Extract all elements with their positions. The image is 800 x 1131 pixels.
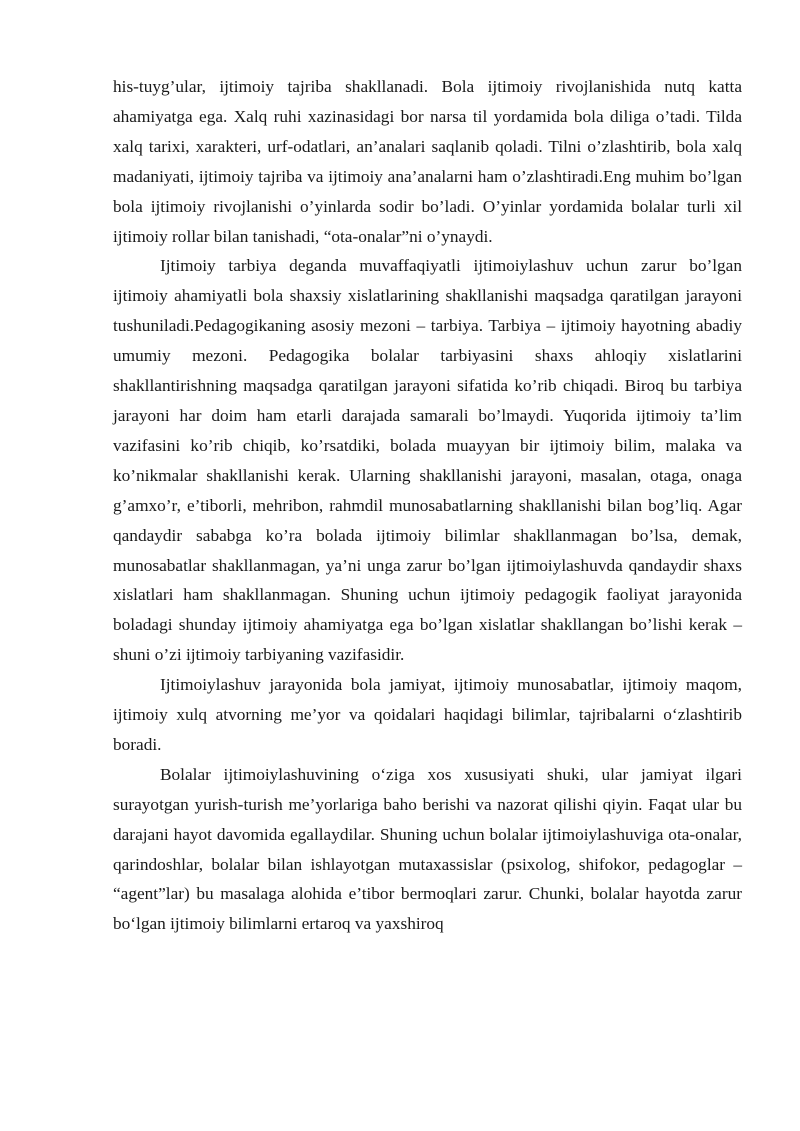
document-page <box>113 72 742 939</box>
paragraph-socialization-process: Ijtimoiylashuv jarayonida bola jamiyat, ijtimoiy munosabatlar, ijtimoiy maqom, ijtimoiy xulq atvorning me’yor va qoidalari haqidagi bilimlar, tajribalarni o‘zlashtirib boradi. <box>113 675 742 754</box>
paragraph-children-socialization: Bolalar ijtimoiylashuvining o‘ziga xos xususiyati shuki, ular jamiyat ilgari surayotgan yurish-turish me’yorlariga baho berishi va nazorat qilishi qiyin. Faqat ular bu darajani hayot davomida egallaydilar. Shuning uchun bolalar ijtimoiylashuviga ota-onalar, qarindoshlar, bolalar bilan ishlayotgan mutaxassislar (psixolog, shifokor, pedagoglar – “agent”lar) bu masalaga alohida e’tibor bermoqlari zarur. Chunki, bolalar hayotda zarur bo‘lgan ijtimoiy bilimlarni ertaroq va yaxshiroq <box>113 764 742 934</box>
paragraph-social-upbringing: Ijtimoiy tarbiya deganda muvaffaqiyatli ijtimoiylashuv uchun zarur bo’lgan ijtimoiy ahamiyatli bola shaxsiy xislatlarining shakllanishi maqsadga qaratilgan jarayoni tushuniladi.Pedagogikaning asosiy mezoni – tarbiya. Tarbiya – ijtimoiy hayotning abadiy umumiy mezoni. Pedagogika bolalar tarbiyasini shaxs ahloqiy xislatlarini shakllantirishning maqsadga qaratilgan jarayoni sifatida ko’rib chiqadi. Biroq bu tarbiya jarayoni har doim ham etarli darajada samarali bo’lmaydi. Yuqorida ijtimoiy ta’lim vazifasini ko’rib chiqib, ko’rsatdiki, bolada muayyan bir ijtimoiy bilim, malaka va ko’nikmalar shakllanishi kerak. Ularning shakllanishi jarayoni, masalan, otaga, onaga g’amxo’r, e’tiborli, mehribon, rahmdil munosabatlarning shakllanishi bilan bog’liq. Agar qandaydir sababga ko’ra bolada ijtimoiy bilimlar shakllanmagan bo’lsa, demak, munosabatlar shakllanmagan, ya’ni unga zarur bo’lgan ijtimoiylashuvda qandaydir shaxs xislatlari ham shakllanmagan. Shuning uchun ijtimoiy pedagogik faoliyat jarayonida boladagi shunday ijtimoiy ahamiyatga ega bo’lgan xislatlar shakllangan bo’lishi kerak – shuni o’zi ijtimoiy tarbiyaning vazifasidir. <box>113 256 742 665</box>
paragraph-continuation: his-tuyg’ular, ijtimoiy tajriba shakllanadi. Bola ijtimoiy rivojlanishida nutq katta ahamiyatga ega. Xalq ruhi xazinasidagi bor narsa til yordamida bola diliga o’tadi. Tilda xalq tarixi, xarakteri, urf-odatlari, an’analari saqlanib qoladi. Tilni o’zlashtirib, bola xalq madaniyati, ijtimoiy tajriba va ijtimoiy ana’analarni ham o’zlashtiradi.Eng muhim bo’lgan bola ijtimoiy rivojlanishi o’yinlarda sodir bo’ladi. O’yinlar yordamida bolalar turli xil ijtimoiy rollar bilan tanishadi, “ota-onalar”ni o’ynaydi. <box>113 77 742 246</box>
